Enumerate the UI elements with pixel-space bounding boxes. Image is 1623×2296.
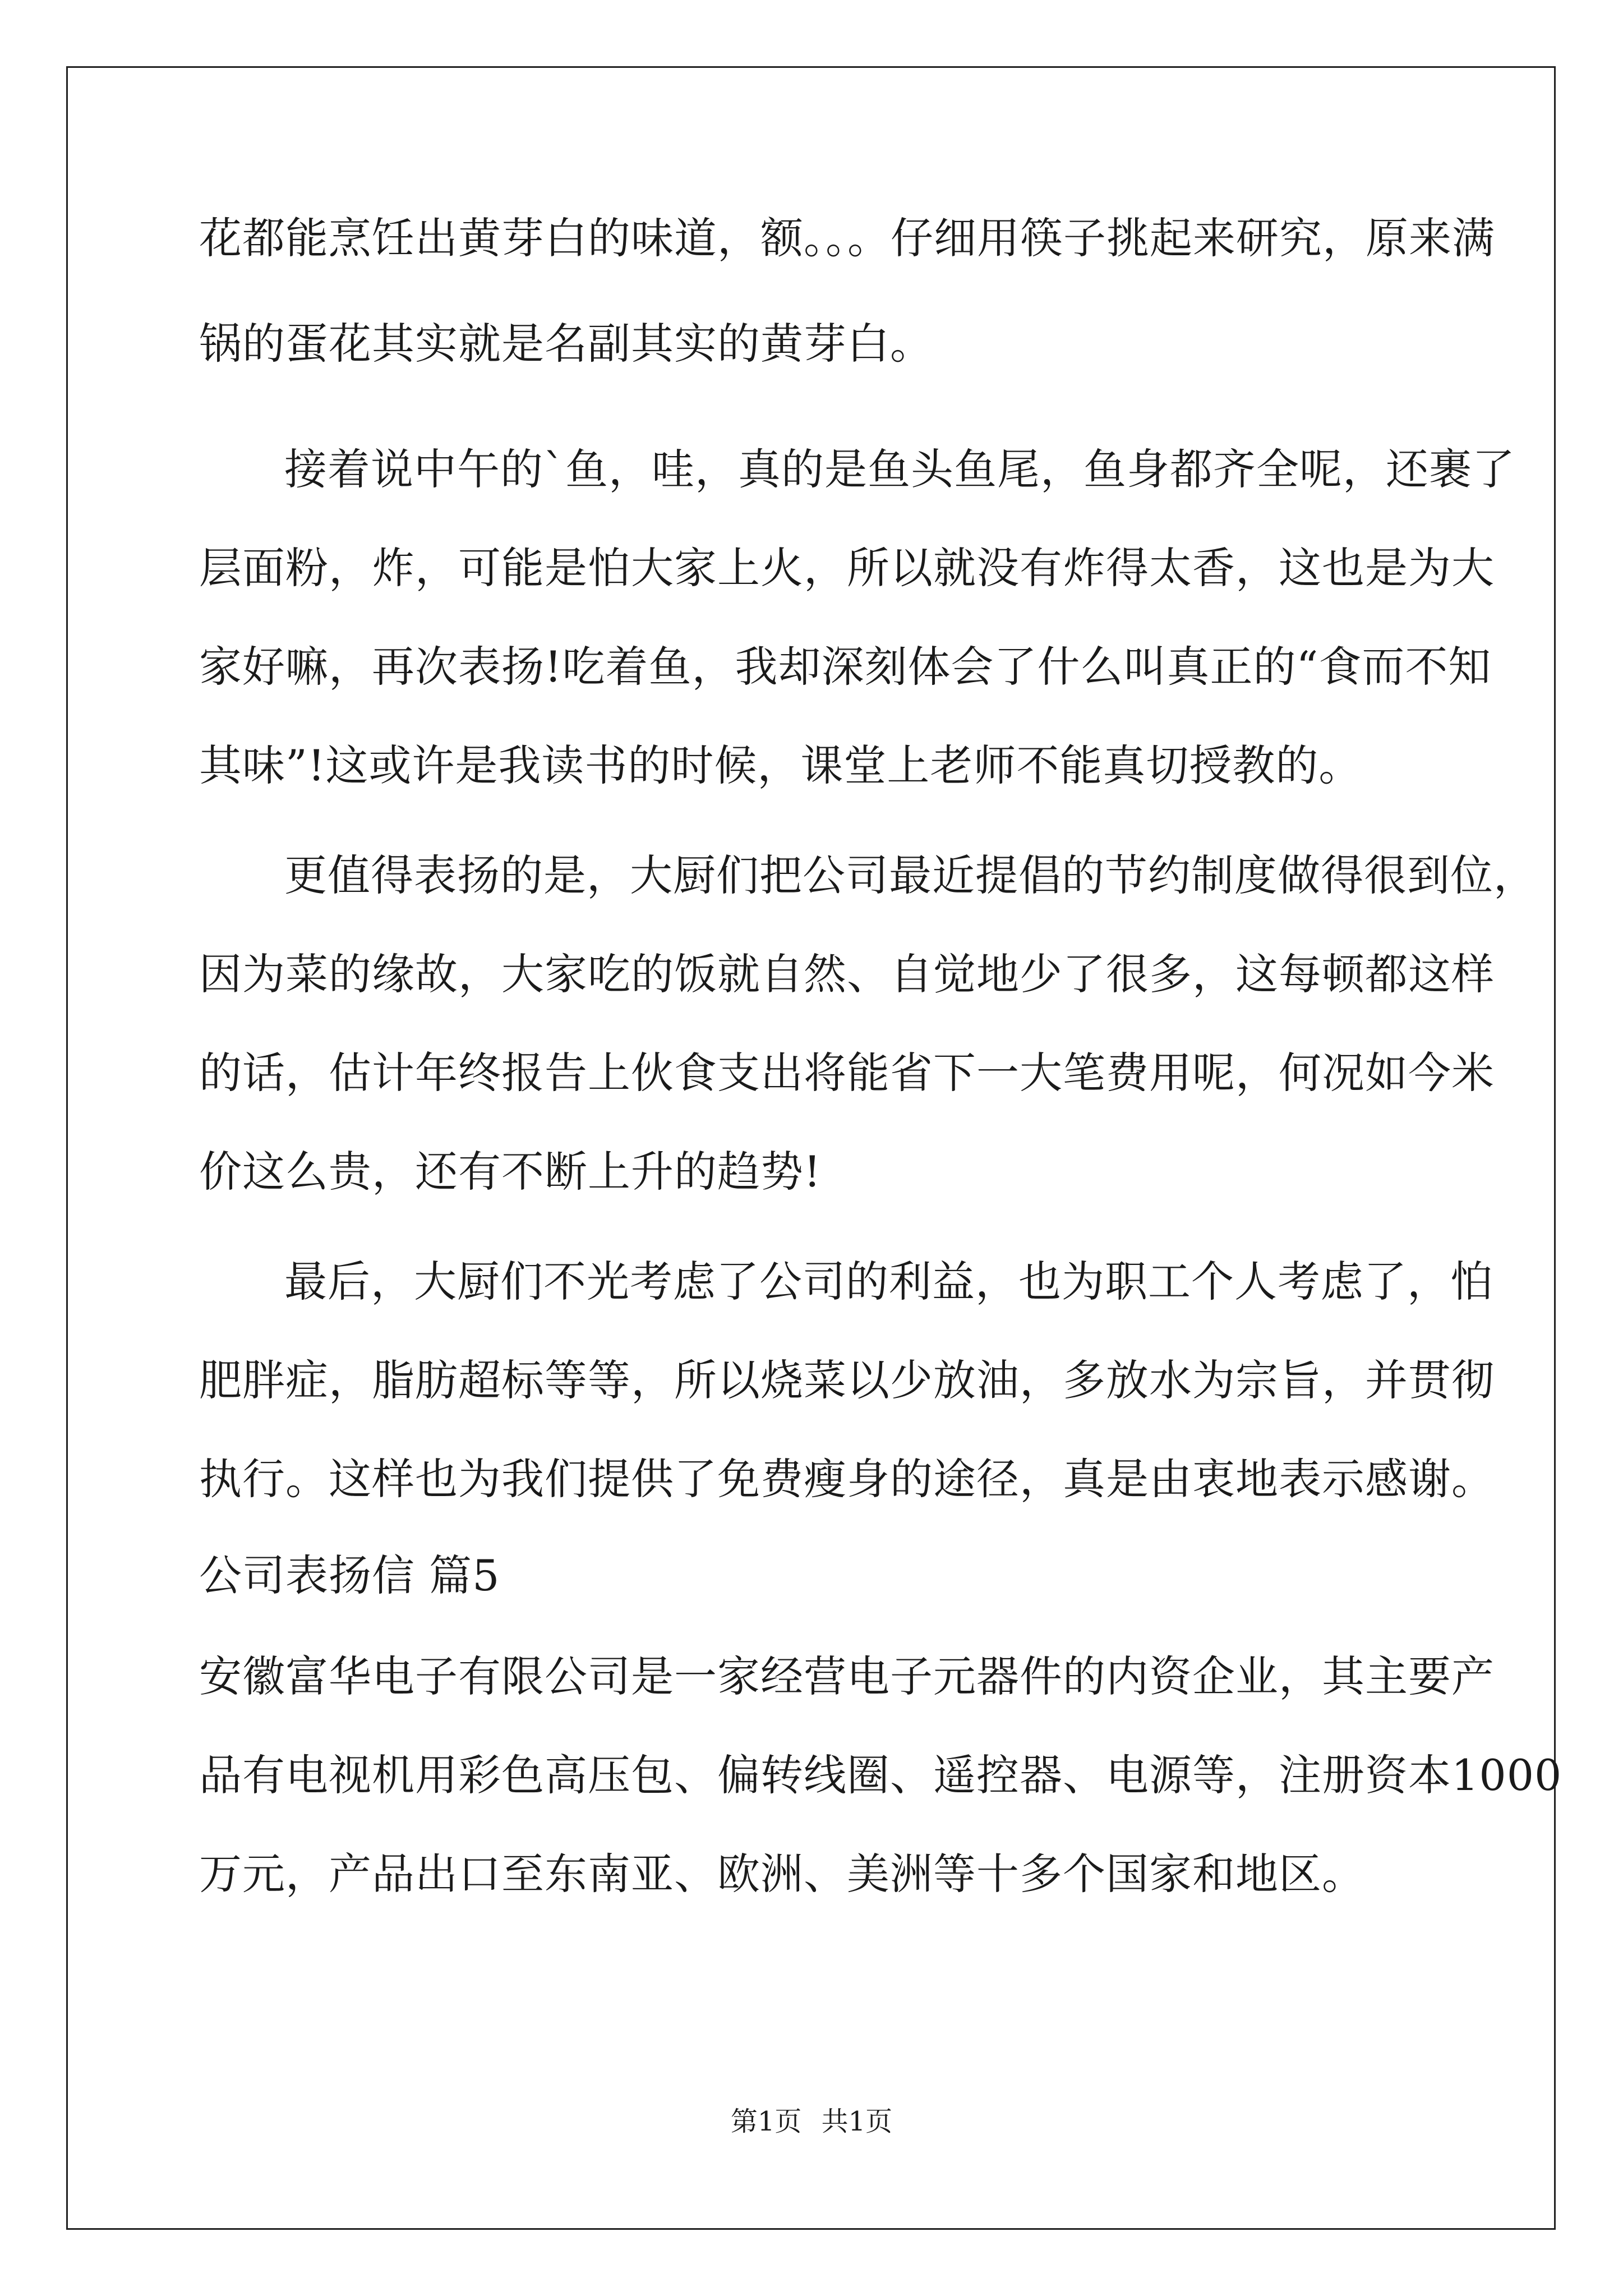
text-line: 锅的蛋花其实就是名副其实的黄芽白。 [199, 319, 933, 369]
text-line: 层面粉，炸，可能是怕大家上火，所以就没有炸得太香，这也是为大 [199, 543, 1495, 593]
text-line: 肥胖症，脂肪超标等等，所以烧菜以少放油，多放水为宗旨，并贯彻 [199, 1355, 1495, 1405]
paragraph-start: 安徽富华电子有限公司是一家经营电子元器件的内资企业，其主要产 [199, 1651, 1495, 1701]
page-footer [0, 2105, 1623, 2138]
paragraph-start: 接着说中午的`鱼，哇，真的是鱼头鱼尾，鱼身都齐全呢，还裹了 [284, 444, 1515, 494]
text-line: 其味”!这或许是我读书的时候，课堂上老师不能真切授教的。 [199, 740, 1362, 790]
page-total: 共1页 [821, 2106, 893, 2137]
paragraph-start: 最后，大厨们不光考虑了公司的利益，也为职工个人考虑了，怕 [284, 1257, 1493, 1306]
text-line: 品有电视机用彩色高压包、偏转线圈、遥控器、电源等，注册资本1000 [199, 1750, 1562, 1800]
text-line: 价这么贵，还有不断上升的趋势! [199, 1147, 822, 1197]
page-number: 第1页 [730, 2106, 802, 2137]
text-line: 的话，估计年终报告上伙食支出将能省下一大笔费用呢，何况如今米 [199, 1048, 1495, 1098]
text-line: 万元，产品出口至东南亚、欧洲、美洲等十多个国家和地区。 [199, 1849, 1365, 1899]
text-line: 家好嘛，再次表扬!吃着鱼，我却深刻体会了什么叫真正的“食而不知 [199, 642, 1492, 692]
text-line: 因为菜的缘故，大家吃的饭就自然、自觉地少了很多，这每顿都这样 [199, 949, 1495, 999]
section-heading: 公司表扬信 篇5 [199, 1550, 500, 1600]
text-line: 执行。这样也为我们提供了免费瘦身的途径，真是由衷地表示感谢。 [199, 1454, 1495, 1504]
paragraph-start: 更值得表扬的是，大厨们把公司最近提倡的节约制度做得很到位， [284, 850, 1537, 900]
text-line: 花都能烹饪出黄芽白的味道，额。。。仔细用筷子挑起来研究，原来满 [199, 213, 1495, 263]
